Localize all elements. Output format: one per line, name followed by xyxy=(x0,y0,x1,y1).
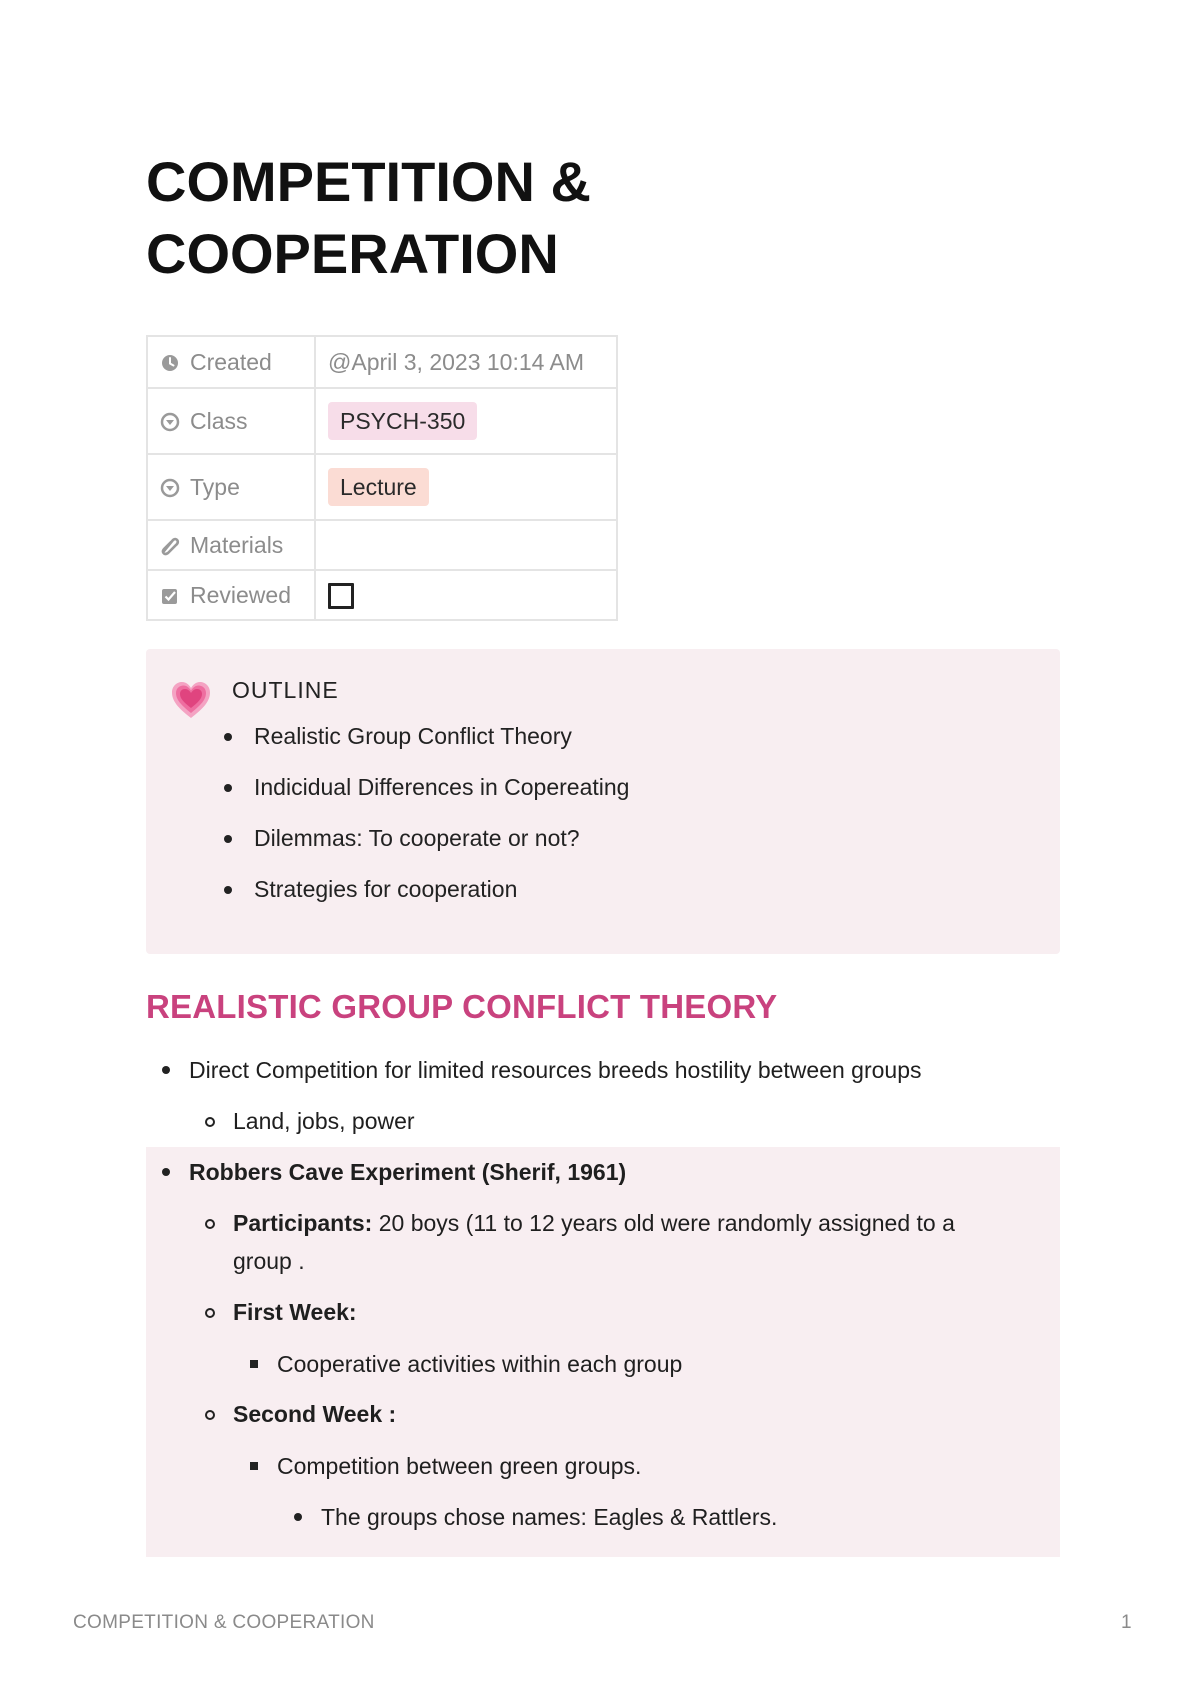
bullet-disc xyxy=(162,1066,170,1074)
list-item xyxy=(189,1157,626,1187)
list-item: Strategies for cooperation xyxy=(254,864,629,915)
list-item: Land, jobs, power xyxy=(233,1108,415,1134)
property-label: Created xyxy=(190,348,272,375)
list-item: Indicidual Differences in Copereating xyxy=(254,762,629,813)
page-title: COMPETITION & COOPERATION xyxy=(146,150,591,285)
list-item: Direct Competition for limited resources breeds hostility between groups xyxy=(189,1057,922,1083)
bullet-circle xyxy=(205,1308,215,1318)
bold-text: Second Week : xyxy=(233,1401,397,1427)
checkbox-icon xyxy=(160,586,180,606)
bullet-square xyxy=(250,1360,258,1368)
type-tag[interactable]: Lecture xyxy=(328,468,429,506)
bullet-disc xyxy=(294,1513,302,1521)
bullet-circle xyxy=(205,1219,215,1229)
callout-title: OUTLINE xyxy=(232,677,339,703)
clock-icon xyxy=(160,353,180,373)
bold-text: Robbers Cave Experiment (Sherif, 1961) xyxy=(189,1159,627,1185)
bold-text: First Week: xyxy=(233,1299,357,1325)
outline-callout xyxy=(146,649,1060,954)
paperclip-icon xyxy=(160,536,180,556)
list-item xyxy=(233,1297,357,1327)
property-row-materials xyxy=(147,520,617,570)
property-row-type xyxy=(147,454,617,520)
select-icon xyxy=(160,478,180,498)
list-item: Participants: 20 boys (11 to 12 years old were randomly assigned to a xyxy=(233,1210,955,1236)
select-icon xyxy=(160,412,180,432)
property-row-created xyxy=(147,336,617,388)
section-heading: REALISTIC GROUP CONFLICT THEORY xyxy=(146,988,778,1025)
bullet-circle xyxy=(205,1117,215,1127)
growing-heart-icon xyxy=(170,679,212,721)
property-label: Materials xyxy=(190,531,284,558)
property-label: Class xyxy=(190,407,248,434)
list-item: Cooperative activities within each group xyxy=(277,1351,683,1377)
property-row-reviewed xyxy=(147,570,617,620)
list-item-continuation: group . xyxy=(233,1248,305,1274)
properties-table xyxy=(146,335,618,621)
class-tag[interactable]: PSYCH-350 xyxy=(328,402,477,440)
list-item: Realistic Group Conflict Theory xyxy=(254,711,629,762)
list-item: Competition between green groups. xyxy=(277,1453,642,1479)
bullet-disc xyxy=(162,1168,170,1176)
outline-list xyxy=(254,711,629,915)
bold-text: Participants: xyxy=(233,1210,373,1236)
property-row-class xyxy=(147,388,617,454)
property-label: Type xyxy=(190,473,240,500)
created-value: @April 3, 2023 10:14 AM xyxy=(315,336,617,388)
property-label: Reviewed xyxy=(190,581,291,608)
footer-title: COMPETITION & COOPERATION xyxy=(73,1612,375,1633)
reviewed-checkbox[interactable] xyxy=(328,583,354,609)
list-item xyxy=(233,1399,396,1429)
bullet-square xyxy=(250,1462,258,1470)
materials-value[interactable] xyxy=(315,520,617,570)
list-item: The groups chose names: Eagles & Rattlers. xyxy=(321,1504,778,1530)
list-item: Dilemmas: To cooperate or not? xyxy=(254,813,629,864)
page-number: 1 xyxy=(1121,1612,1132,1633)
bullet-circle xyxy=(205,1410,215,1420)
